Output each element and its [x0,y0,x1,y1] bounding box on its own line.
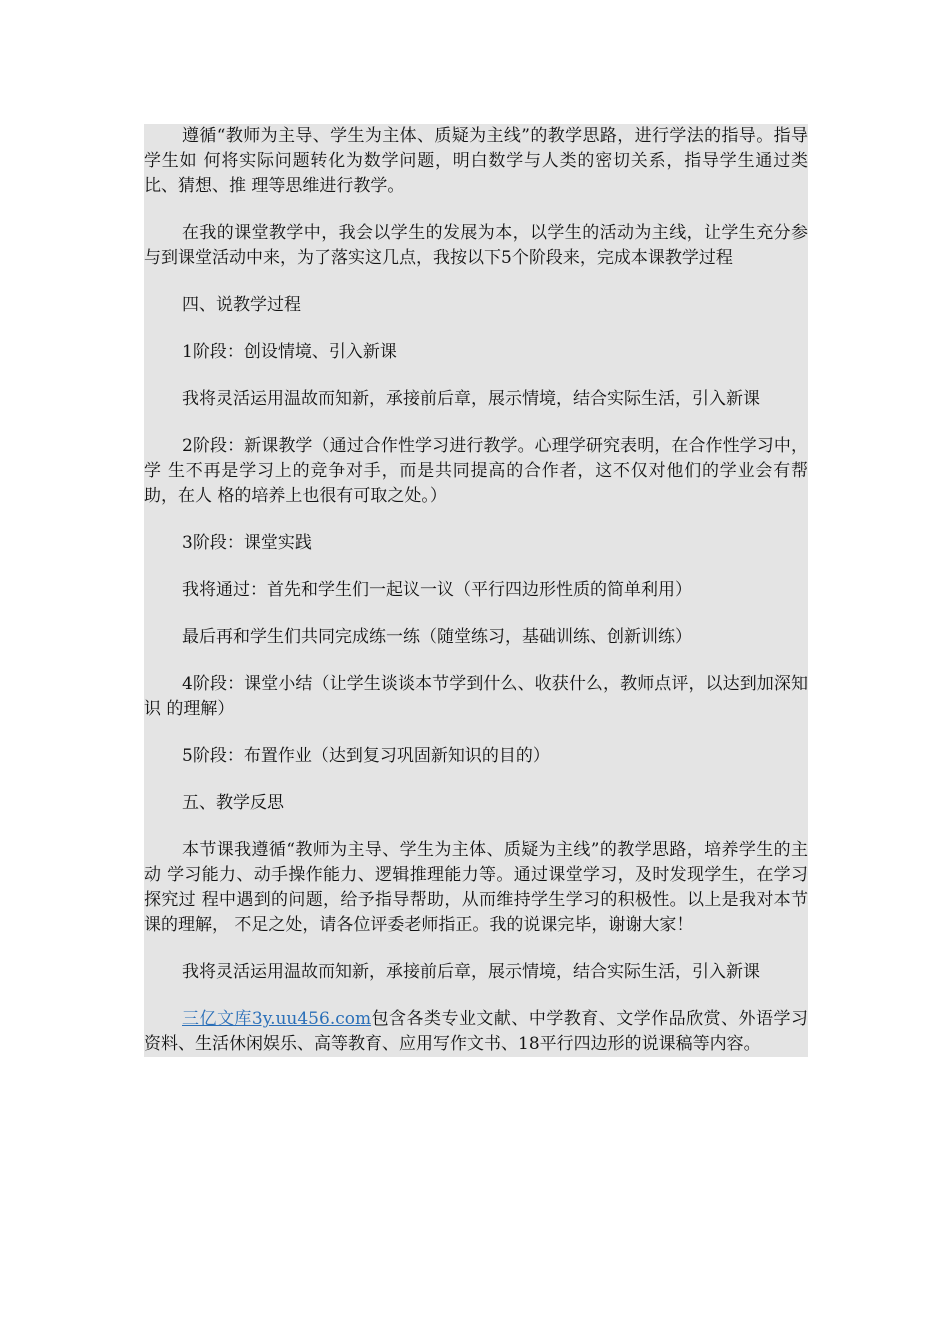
paragraph-gap [144,938,808,960]
paragraph-gap [144,509,808,531]
stage-3-heading: 3阶段：课堂实践 [144,531,808,556]
stage-3-detail-practice: 最后再和学生们共同完成练一练（随堂练习，基础训练、创新训练） [144,625,808,650]
paragraph-gap [144,722,808,744]
repeated-intro-paragraph: 我将灵活运用温故而知新，承接前后章，展示情境，结合实际生活，引入新课 [144,960,808,985]
stage-1-heading: 1阶段：创设情境、引入新课 [144,340,808,365]
stage-5-paragraph: 5阶段：布置作业（达到复习巩固新知识的目的） [144,744,808,769]
paragraph-classroom-intro: 在我的课堂教学中，我会以学生的发展为本，以学生的活动为主线，让学生充分参与到课堂活动中来，为了落实这几点，我按以下5个阶段来，完成本课教学过程 [144,221,808,271]
stage-3-detail-discuss: 我将通过：首先和学生们一起议一议（平行四边形性质的简单利用） [144,578,808,603]
paragraph-gap [144,318,808,340]
section-heading-process: 四、说教学过程 [144,293,808,318]
reflection-paragraph: 本节课我遵循“教师为主导、学生为主体、质疑为主线”的教学思路，培养学生的主动 学习能力、动手操作能力、逻辑推理能力等。通过课堂学习，及时发现学生，在学习探究过 程中遇到的问题，给予指导帮助，从而维持学生学习的积极性。以上是我对本节课的理解， 不足之处，请各位评委老师指正。我的说课完毕，谢谢大家！ [144,838,808,938]
footer-description: 包含各类专业文献、中学教育、文学作品欣赏、外语学习资料、生活休闲娱乐、高等教育、应用写作文书、18平行四边形的说课稿等内容。 [144,1009,808,1054]
stage-2-paragraph: 2阶段：新课教学（通过合作性学习进行教学。心理学研究表明，在合作性学习中，学 生不再是学习上的竞争对手，而是共同提高的合作者，这不仅对他们的学业会有帮助，在人 格的培养上也很有可取之处。） [144,434,808,509]
document-body [144,124,808,1057]
paragraph-gap [144,650,808,672]
paragraph-gap [144,769,808,791]
paragraph-gap [144,816,808,838]
paragraph-teaching-method: 遵循“教师为主导、学生为主体、质疑为主线”的教学思路，进行学法的指导。指导学生如 何将实际问题转化为数学问题，明白数学与人类的密切关系，指导学生通过类比、猜想、推 理等思维进行教学。 [144,124,808,199]
footer-paragraph [144,1007,808,1057]
source-site-link[interactable]: 三亿文库3y.uu456.com [182,1009,372,1029]
paragraph-gap [144,412,808,434]
paragraph-gap [144,556,808,578]
paragraph-gap [144,199,808,221]
paragraph-gap [144,985,808,1007]
paragraph-gap [144,603,808,625]
stage-1-detail: 我将灵活运用温故而知新，承接前后章，展示情境，结合实际生活，引入新课 [144,387,808,412]
stage-4-paragraph: 4阶段：课堂小结（让学生谈谈本节学到什么、收获什么，教师点评，以达到加深知识 的理解） [144,672,808,722]
paragraph-gap [144,271,808,293]
paragraph-gap [144,365,808,387]
section-heading-reflection: 五、教学反思 [144,791,808,816]
